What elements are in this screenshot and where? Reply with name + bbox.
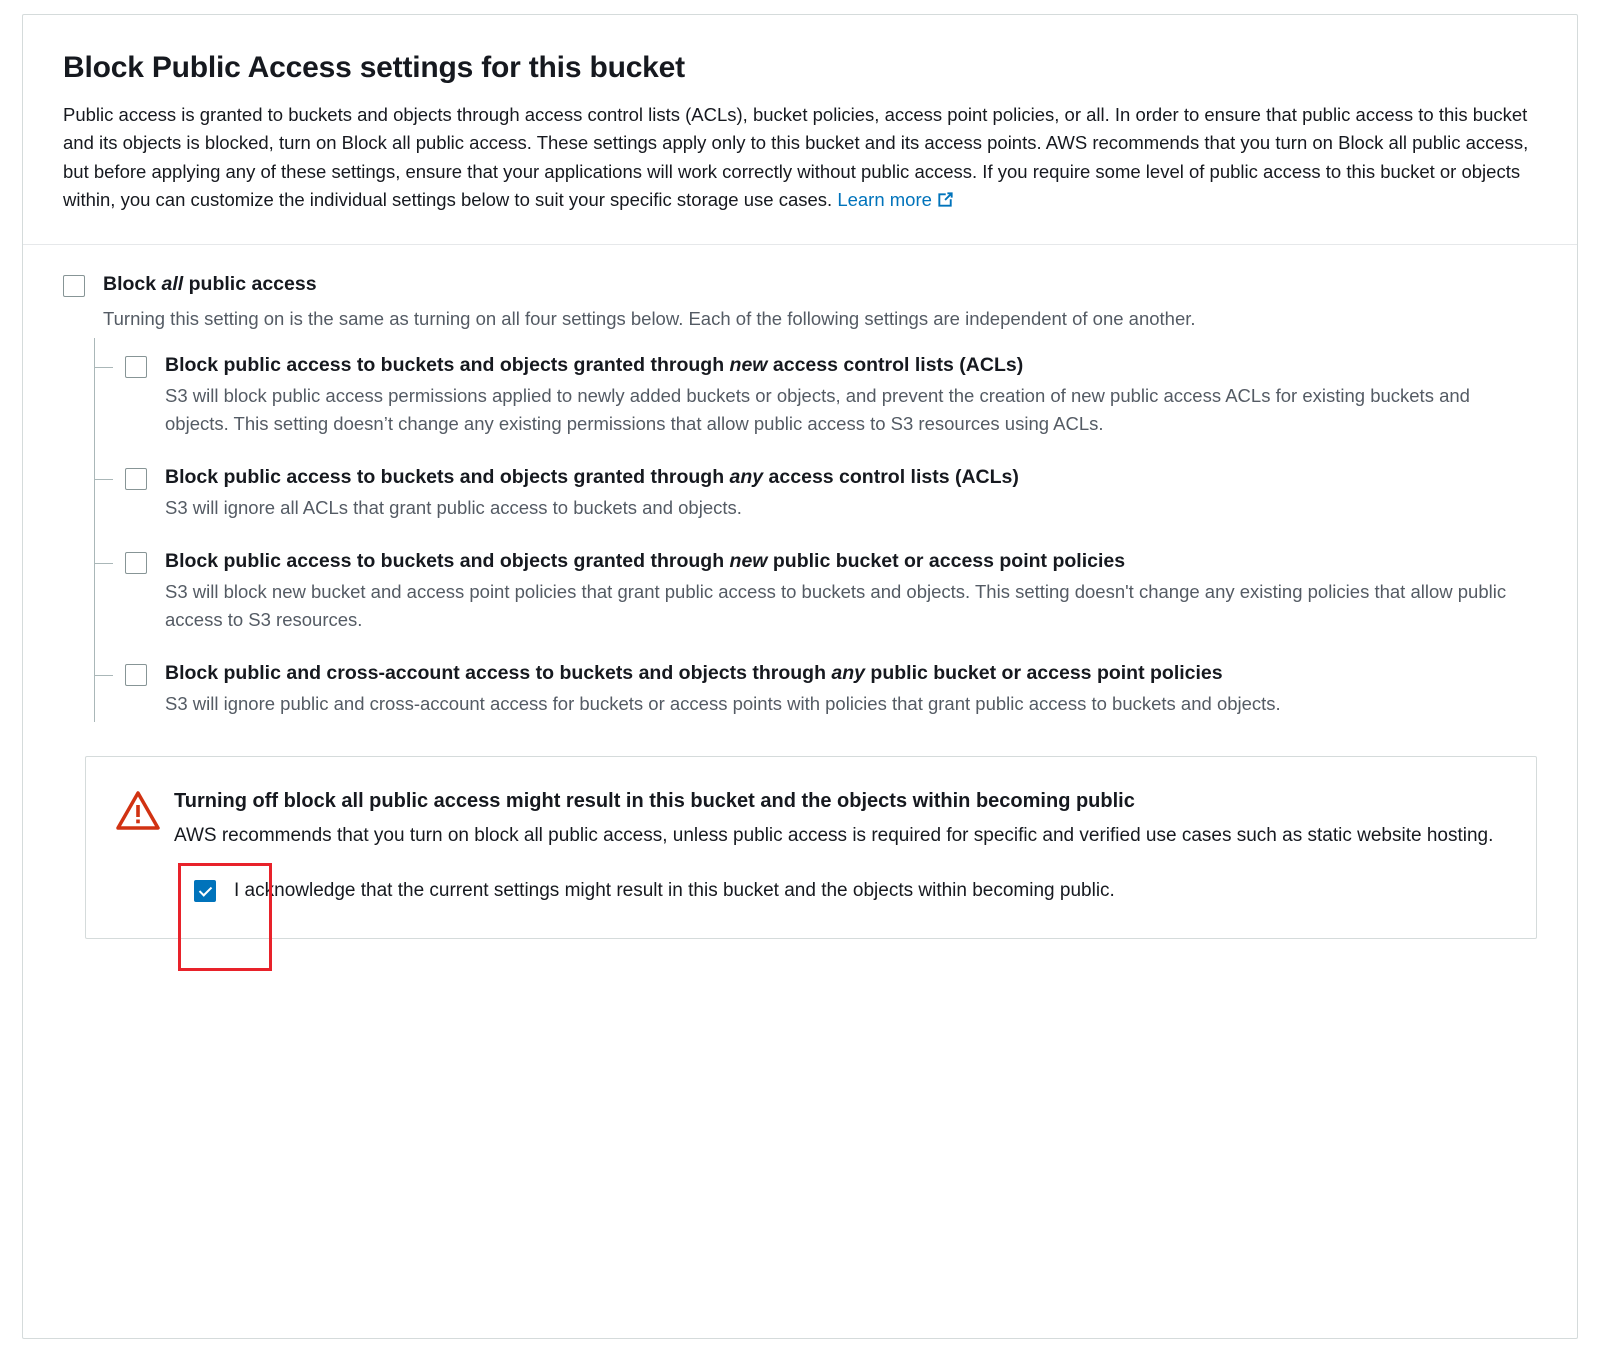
sub-settings-list (94, 338, 1537, 721)
panel-description (63, 101, 1537, 218)
setting-new-acls (95, 352, 1537, 438)
setting-any-acls-row[interactable] (125, 464, 1537, 492)
external-link-icon (936, 189, 955, 217)
panel-header (23, 15, 1577, 245)
warning-body: AWS recommends that you turn on block all public access, unless public access is required for specific and verified use cases such as static website hosting. (174, 824, 1494, 846)
label-emphasis: any (729, 466, 764, 489)
label-suffix: access control lists (ACLs) (763, 466, 1019, 489)
label-suffix: public bucket or access point policies (767, 550, 1126, 573)
label-prefix: Block public and cross-account access to buckets and objects through (165, 661, 832, 684)
block-all-public-access-group (63, 271, 1537, 332)
label-suffix: public bucket or access point policies (865, 661, 1223, 684)
warning-triangle-icon (116, 791, 160, 836)
setting-new-policies-row[interactable] (125, 548, 1537, 576)
warning-box (85, 756, 1537, 939)
setting-new-acls-checkbox[interactable] (125, 356, 147, 378)
setting-any-policies-row[interactable] (125, 660, 1537, 688)
setting-any-acls-label (165, 464, 1019, 492)
setting-any-policies-checkbox[interactable] (125, 664, 147, 686)
label-suffix: access control lists (ACLs) (767, 354, 1024, 377)
setting-any-acls-checkbox[interactable] (125, 468, 147, 490)
block-all-public-access-label (103, 271, 317, 299)
acknowledge-row[interactable] (194, 876, 1502, 905)
label-prefix: Block public access to buckets and objects granted through (165, 466, 730, 489)
panel-body (23, 245, 1577, 939)
label-emphasis: new (729, 550, 768, 573)
block-all-public-access-row[interactable] (63, 271, 1537, 299)
setting-new-acls-description: S3 will block public access permissions applied to newly added buckets or objects, and prevent the creation of new public access ACLs for existing buckets and objects. This setting doesn’t change any existing permissions that allow public access to S3 resources using ACLs. (165, 385, 1470, 435)
block-all-public-access-checkbox[interactable] (63, 275, 85, 297)
setting-any-acls-description: S3 will ignore all ACLs that grant public access to buckets and objects. (165, 496, 742, 518)
setting-new-policies-description: S3 will block new bucket and access point policies that grant public access to buckets and objects. This setting doesn't change any existing policies that allow public access to S3 resources. (165, 580, 1507, 630)
page-title: Block Public Access settings for this bucket (63, 51, 685, 84)
setting-new-policies-checkbox[interactable] (125, 552, 147, 574)
acknowledge-checkbox[interactable] (194, 880, 216, 902)
learn-more-label: Learn more (837, 189, 932, 211)
setting-any-policies (95, 660, 1537, 718)
panel-description-text: Public access is granted to buckets and objects through access control lists (ACLs), bucket policies, access point policies, or all. In order to ensure that public access to this bucket and its objects is blocked, turn on Block all public access. These settings apply only to this bucket and its access points. AWS recommends that you turn on Block all public access, but before applying any of these settings, ensure that your applications will work correctly without public access. If you require some level of public access to this bucket or objects within, you can customize the individual settings below to suit your specific storage use cases. (63, 104, 1529, 211)
warning-title: Turning off block all public access might result in this bucket and the objects within becoming public (174, 789, 1135, 812)
setting-new-acls-label (165, 352, 1023, 380)
warning-row (116, 787, 1502, 850)
label-suffix: public access (183, 272, 317, 295)
label-emphasis: all (161, 272, 184, 295)
warning-text (174, 787, 1493, 850)
acknowledge-label: I acknowledge that the current settings might result in this bucket and the objects within becoming public. (234, 880, 1115, 902)
learn-more-link[interactable] (837, 189, 932, 210)
label-emphasis: new (729, 354, 768, 377)
setting-new-policies-label (165, 548, 1125, 576)
label-prefix: Block public access to buckets and objects granted through (165, 550, 730, 573)
setting-any-policies-label (165, 660, 1223, 688)
label-prefix: Block (103, 272, 162, 295)
setting-new-policies (95, 548, 1537, 634)
setting-any-policies-description: S3 will ignore public and cross-account access for buckets or access points with policies that grant public access to buckets and objects. (165, 692, 1281, 714)
block-all-public-access-description: Turning this setting on is the same as turning on all four settings below. Each of the following settings are independent of one another. (103, 307, 1196, 329)
setting-any-acls (95, 464, 1537, 522)
block-public-access-panel (22, 14, 1578, 1339)
setting-new-acls-row[interactable] (125, 352, 1537, 380)
label-prefix: Block public access to buckets and objects granted through (165, 354, 730, 377)
label-emphasis: any (831, 661, 866, 684)
